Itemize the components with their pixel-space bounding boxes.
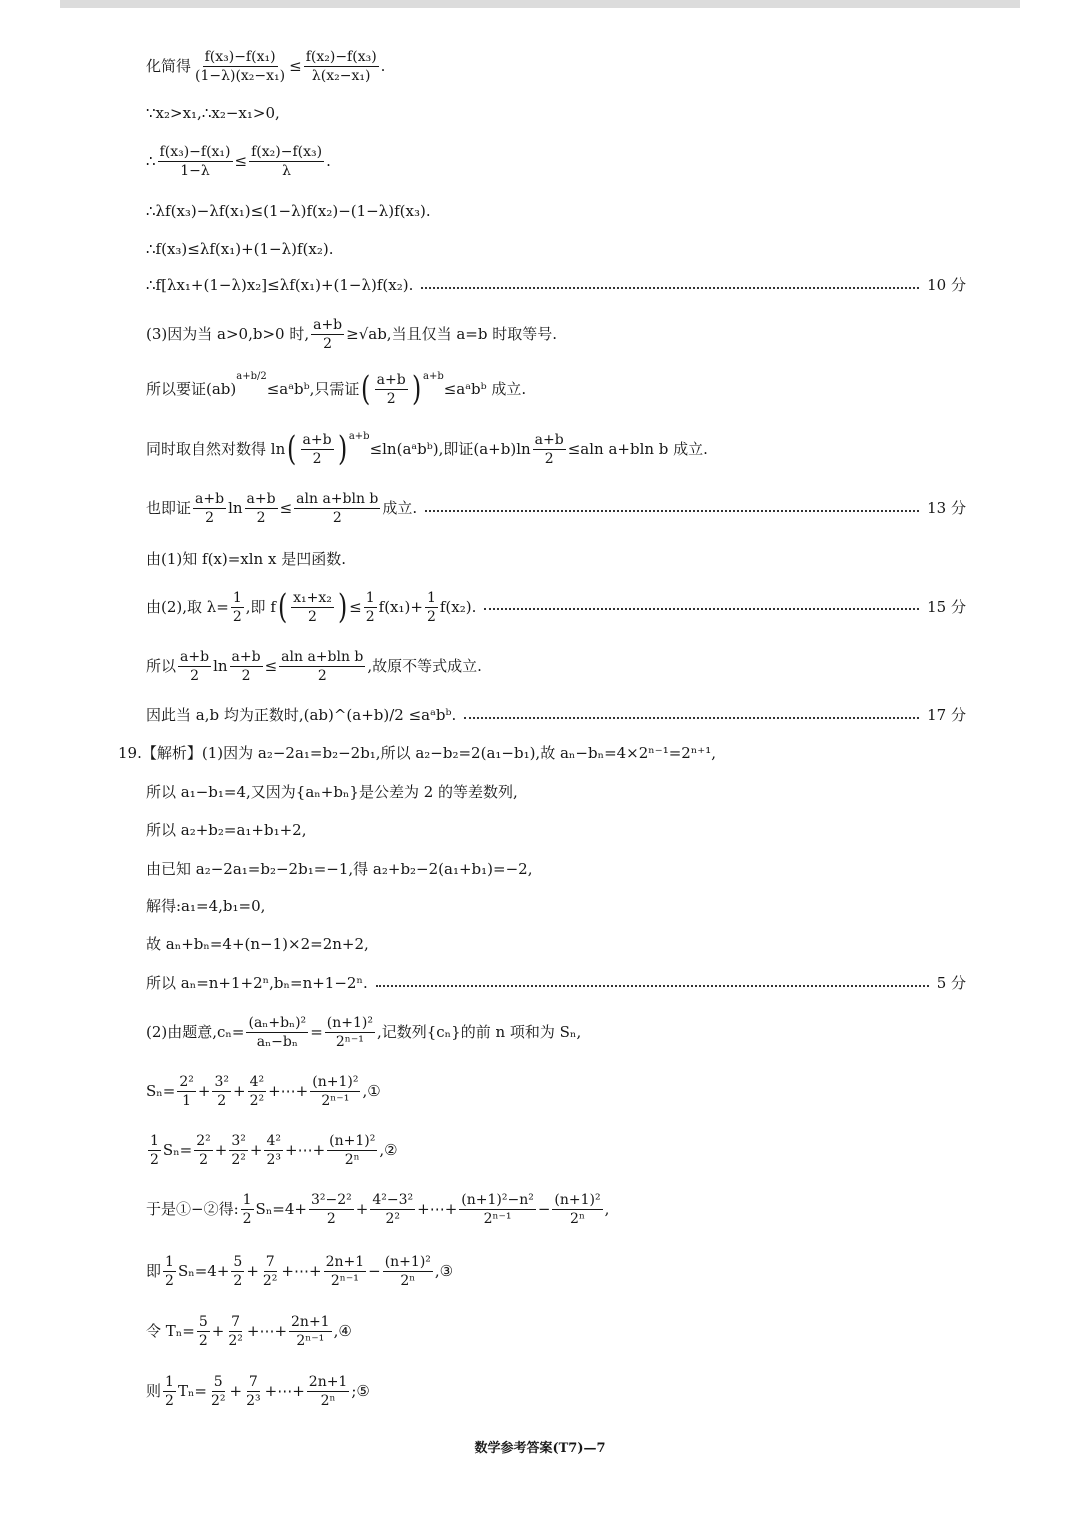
solution-line: 故 aₙ+bₙ=4+(n−1)×2=2n+2, [146, 935, 369, 953]
dot-leader [425, 510, 919, 512]
solution-line: ∵x₂>x₁,∴x₂−x₁>0, [146, 104, 280, 122]
solution-line: 由(1)知 f(x)=xln x 是凹函数. [146, 550, 346, 568]
equation-2: $\frac{1}{2}$ Sₙ= $\frac{\text{2²}}{2}$ + $\frac{\text{3²}}{\text{2²}}$ + $\frac{\text{4²}}{\text{2³}}$ +⋯+ $\frac{\text{(n+1)²}}{\text{2ⁿ}}$ ,② [150, 1133, 398, 1168]
equation-diff: 于是①−②得: $\frac{1}{2}$ Sₙ=4+ $\frac{\text{3²−2²}}{2}$ + $\frac{\text{4²−3²}}{\text{2²}}$ +⋯+ $\frac{\text{(n+1)²−n²}}{\text{2ⁿ⁻¹}}$ − $\frac{\text{(n+1)²}}{\text{2ⁿ}}$ , [146, 1192, 610, 1227]
fraction: $\frac{\text{f(x₂)−f(x₃)}}{\text{λ(x₂−x₁)}}$ [305, 49, 377, 84]
page-top-edge [60, 0, 1020, 8]
solution-line-with-score: ∴f[λx₁+(1−λ)x₂]≤λf(x₁)+(1−λ)f(x₂). 10 分 [146, 276, 966, 294]
solution-line: 同时取自然对数得 ln ( $\frac{a+b}{2}$ ) a+b ≤ln(aᵃbᵇ),即证(a+b)ln $\frac{a+b}{2}$ ≤aln a+bln b 成立. [146, 429, 708, 469]
score: 15 分 [927, 597, 966, 616]
score: 17 分 [927, 706, 966, 724]
score: 10 分 [927, 276, 966, 294]
solution-line: 所以 a₂+b₂=a₁+b₁+2, [146, 821, 307, 839]
equation-3: 即 $\frac{1}{2}$ Sₙ=4+ $\frac{5}{2}$ + $\frac{7}{\text{2²}}$ +⋯+ $\frac{2n+1}{\text{2ⁿ⁻¹}}$ − $\frac{\text{(n+1)²}}{\text{2ⁿ}}$ ,③ [146, 1254, 454, 1289]
fraction: $\frac{\text{f(x₃)−f(x₁)}}{\text{(1−λ)(x₂−x₁)}}$ [195, 49, 286, 84]
fraction: $\frac{\text{x₁+x₂}}{2}$ [293, 589, 332, 625]
fraction: $\frac{a+b}{2}$ [231, 649, 261, 684]
solution-line: ∴ $\frac{\text{f(x₃)−f(x₁)}}{1-\lambda}$ ≤ $\frac{\text{f(x₂)−f(x₃)}}{\lambda}$ . [146, 144, 331, 179]
fraction: $\frac{\text{f(x₃)−f(x₁)}}{1-\lambda}$ [159, 144, 231, 179]
fraction: $\frac{1}{2}$ [232, 589, 242, 625]
score: 5 分 [936, 974, 966, 992]
fraction: $\frac{a+b}{2}$ [180, 649, 210, 684]
solution-line-with-score: 所以 aₙ=n+1+2ⁿ,bₙ=n+1−2ⁿ. 5 分 [146, 974, 966, 992]
fraction: $\frac{a+b}{2}$ [534, 431, 564, 467]
fraction: $\frac{\text{f(x₂)−f(x₃)}}{\lambda}$ [251, 144, 323, 179]
solution-line: ∴f(x₃)≤λf(x₁)+(1−λ)f(x₂). [146, 240, 334, 258]
fraction: $\frac{\text{aln a+bln b}}{2}$ [281, 649, 364, 684]
equation-4: 令 Tₙ= $\frac{5}{2}$ + $\frac{7}{\text{2²}}$ +⋯+ $\frac{2n+1}{\text{2ⁿ⁻¹}}$ ,④ [146, 1314, 352, 1349]
fraction: $\frac{\text{aln a+bln b}}{2}$ [296, 491, 379, 526]
solution-line: 解得:a₁=4,b₁=0, [146, 897, 266, 915]
fraction: $\frac{\text{(n+1)²}}{\text{2ⁿ⁻¹}}$ [326, 1015, 373, 1050]
fraction: $\frac{a+b}{2}$ [246, 491, 276, 526]
solution-line-with-score: 因此当 a,b 均为正数时,(ab)^(a+b)/2 ≤aᵃbᵇ. 17 分 [146, 706, 966, 724]
equation-5: 则 $\frac{1}{2}$ Tₙ= $\frac{5}{\text{2²}}$ + $\frac{7}{\text{2³}}$ +⋯+ $\frac{2n+1}{\text{2ⁿ}}$ ;⑤ [146, 1374, 370, 1409]
fraction: $\frac{a+b}{2}$ [313, 317, 343, 352]
fraction: $\frac{1}{2}$ [426, 589, 436, 625]
solution-line: (2)由题意,cₙ= $\frac{\text{(aₙ+bₙ)²}}{\text{aₙ−bₙ}}$ = $\frac{\text{(n+1)²}}{\text{2ⁿ⁻¹}}$ ,记数列{cₙ}的前 n 项和为 Sₙ, [146, 1015, 582, 1050]
dot-leader [464, 717, 919, 719]
text: ≤ [289, 57, 302, 75]
page-footer: 数学参考答案(T7)—7 [474, 1441, 606, 1456]
text: 化简得 [146, 57, 192, 75]
fraction: $\frac{a+b}{2}$ [195, 491, 225, 526]
dot-leader [421, 287, 919, 289]
solution-line: (3)因为当 a>0,b>0 时, $\frac{a+b}{2}$ ≥√ab,当且仅当 a=b 时取等号. [146, 317, 557, 352]
question-19-heading: 19.【解析】(1)因为 a₂−2a₁=b₂−2b₁,所以 a₂−b₂=2(a₁−b₁),故 aₙ−bₙ=4×2ⁿ⁻¹=2ⁿ⁺¹, [118, 744, 717, 762]
dot-leader [484, 608, 919, 610]
solution-line: 所以要证(ab) a+b/2 ≤aᵃbᵇ,只需证 ( $\frac{a+b}{2}$ ) a+b ≤aᵃbᵇ 成立. [146, 369, 527, 409]
solution-line: 所以 $\frac{a+b}{2}$ ln $\frac{a+b}{2}$ ≤ $\frac{\text{aln a+bln b}}{2}$ ,故原不等式成立. [146, 649, 482, 684]
text: . [380, 57, 386, 75]
fraction: $\frac{a+b}{2}$ [376, 371, 406, 407]
solution-line-with-score: 也即证 $\frac{a+b}{2}$ ln $\frac{a+b}{2}$ ≤ $\frac{\text{aln a+bln b}}{2}$ 成立. 13 分 [146, 491, 966, 526]
solution-line [146, 50, 976, 83]
solution-line-with-score: 由(2),取 λ= $\frac{1}{2}$ ,即 f ( $\frac{\text{x₁+x₂}}{2}$ ) ≤ $\frac{1}{2}$ f(x₁)+ $\frac{1}{2}$ f(x₂). 15 分 [146, 587, 966, 627]
fraction: $\frac{1}{2}$ [365, 589, 375, 625]
equation-1: Sₙ= $\frac{\text{2²}}{1}$ + $\frac{\text{3²}}{2}$ + $\frac{\text{4²}}{\text{2²}}$ +⋯+ $\frac{\text{(n+1)²}}{\text{2ⁿ⁻¹}}$ ,① [146, 1074, 381, 1109]
solution-line: 所以 a₁−b₁=4,又因为{aₙ+bₙ}是公差为 2 的等差数列, [146, 783, 518, 801]
solution-line: 由已知 a₂−2a₁=b₂−2b₁=−1,得 a₂+b₂−2(a₁+b₁)=−2, [146, 860, 533, 878]
solution-line: ∴λf(x₃)−λf(x₁)≤(1−λ)f(x₂)−(1−λ)f(x₃). [146, 202, 431, 220]
fraction: $\frac{a+b}{2}$ [302, 431, 332, 467]
dot-leader [376, 985, 929, 987]
score: 13 分 [927, 499, 966, 517]
fraction: $\frac{\text{(aₙ+bₙ)²}}{\text{aₙ−bₙ}}$ [248, 1015, 307, 1050]
